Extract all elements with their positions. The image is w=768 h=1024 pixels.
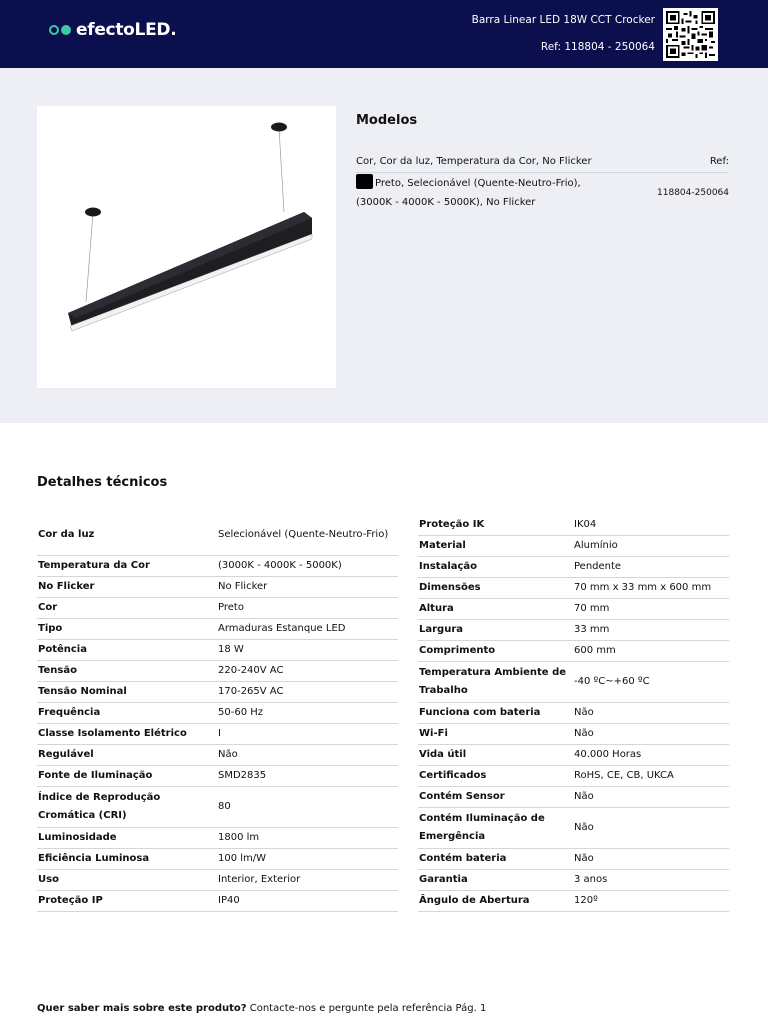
spec-row	[418, 808, 729, 849]
spec-row	[418, 787, 729, 808]
logo-text: efectoLED.	[76, 20, 177, 40]
spec-row	[418, 662, 729, 703]
spec-row	[418, 641, 729, 662]
spec-key: Funciona com bateria	[419, 707, 541, 718]
spec-row	[418, 724, 729, 745]
spec-row	[418, 620, 729, 641]
spec-row	[37, 619, 398, 640]
spec-key: Tensão Nominal	[38, 686, 127, 697]
brand-logo[interactable]	[49, 20, 176, 40]
spec-key: Tipo	[38, 623, 63, 634]
spec-value: 100 lm/W	[218, 853, 267, 864]
spec-row	[418, 599, 729, 620]
spec-value: Não	[574, 728, 594, 739]
spec-row	[37, 661, 398, 682]
spec-value: 220-240V AC	[218, 665, 284, 676]
spec-row	[418, 870, 729, 891]
spec-value: 600 mm	[574, 645, 616, 656]
spec-key: Cor da luz	[38, 529, 95, 540]
spec-value: IP40	[218, 895, 240, 906]
spec-value: 1800 lm	[218, 832, 260, 843]
spec-value: I	[218, 728, 221, 739]
spec-value: 50-60 Hz	[218, 707, 264, 718]
spec-key: Instalação	[419, 561, 478, 572]
page-header	[0, 0, 768, 68]
product-reference: Ref: 118804 - 250064	[540, 41, 655, 53]
models-heading: Modelos	[356, 113, 418, 128]
spec-value: Pendente	[574, 561, 622, 572]
spec-value: Não	[574, 791, 594, 802]
spec-value: 40.000 Horas	[574, 749, 642, 760]
spec-key: Largura	[419, 624, 464, 635]
logo-dot-icon	[61, 25, 71, 35]
spec-key: Temperatura Ambiente de Trabalho	[419, 667, 567, 696]
spec-row	[37, 745, 398, 766]
spec-key: Temperatura da Cor	[38, 560, 150, 571]
models-ref-label: Ref:	[709, 156, 729, 167]
spec-value: 3 anos	[574, 874, 608, 885]
spec-key: Garantia	[419, 874, 468, 885]
spec-key: Classe Isolamento Elétrico	[38, 728, 187, 739]
model-description-line2: (3000K - 4000K - 5000K), No Flicker	[356, 197, 536, 208]
spec-key: Altura	[419, 603, 454, 614]
spec-key: Contém Iluminação de Emergência	[419, 813, 545, 842]
spec-row	[418, 578, 729, 599]
spec-value: 33 mm	[574, 624, 610, 635]
spec-key: Ângulo de Abertura	[419, 895, 530, 906]
model-description-line1: Preto, Selecionável (Quente-Neutro-Frio),	[375, 178, 581, 189]
color-swatch	[356, 174, 373, 189]
spec-key: Contém bateria	[419, 853, 507, 864]
spec-value: IK04	[574, 519, 597, 530]
spec-key: Material	[419, 540, 466, 551]
spec-key: Cor	[38, 602, 58, 613]
spec-value: 70 mm x 33 mm x 600 mm	[574, 582, 712, 593]
spec-key: Proteção IP	[38, 895, 103, 906]
spec-value: (3000K - 4000K - 5000K)	[218, 560, 342, 571]
spec-row	[37, 682, 398, 703]
spec-key: Wi-Fi	[419, 728, 448, 739]
models-columns-label: Cor, Cor da luz, Temperatura da Cor, No Flicker	[356, 156, 592, 167]
spec-row	[37, 703, 398, 724]
spec-row	[418, 536, 729, 557]
spec-key: Certificados	[419, 770, 487, 781]
spec-key: Eficiência Luminosa	[38, 853, 150, 864]
spec-value: Não	[574, 853, 594, 864]
spec-row	[37, 640, 398, 661]
spec-value: Selecionável (Quente-Neutro-Frio)	[218, 529, 389, 540]
spec-row	[418, 515, 729, 536]
footer-question: Quer saber mais sobre este produto?	[37, 1003, 247, 1014]
spec-value: Não	[574, 707, 594, 718]
spec-table-left	[37, 515, 398, 912]
spec-table-right	[418, 515, 729, 912]
spec-row	[418, 766, 729, 787]
spec-key: Uso	[38, 874, 59, 885]
spec-key: Luminosidade	[38, 832, 117, 843]
spec-row	[37, 598, 398, 619]
spec-key: Frequência	[38, 707, 101, 718]
spec-row	[37, 849, 398, 870]
spec-value: Interior, Exterior	[218, 874, 301, 885]
spec-value: 120º	[574, 895, 598, 906]
page-footer	[37, 1003, 486, 1014]
logo-ring-icon	[49, 25, 59, 35]
spec-value: Não	[574, 822, 594, 833]
qr-code-icon[interactable]	[663, 8, 718, 61]
spec-value: 70 mm	[574, 603, 610, 614]
spec-key: Regulável	[38, 749, 94, 760]
spec-value: 18 W	[218, 644, 244, 655]
spec-key: No Flicker	[38, 581, 95, 592]
spec-value: Armaduras Estanque LED	[218, 623, 346, 634]
spec-row	[37, 828, 398, 849]
models-table-header	[356, 155, 729, 173]
spec-key: Contém Sensor	[419, 791, 505, 802]
spec-value: RoHS, CE, CB, UKCA	[574, 770, 674, 781]
spec-row	[37, 766, 398, 787]
spec-value: Alumínio	[574, 540, 618, 551]
spec-value: No Flicker	[218, 581, 268, 592]
spec-value: 80	[218, 801, 231, 812]
technical-details-heading: Detalhes técnicos	[37, 475, 168, 490]
spec-key: Índice de Reprodução Cromática (CRI)	[38, 792, 161, 821]
footer-text: Contacte-nos e pergunte pela referência Pág. 1	[246, 1003, 487, 1014]
spec-key: Proteção IK	[419, 519, 485, 530]
model-reference: 118804-250064	[657, 188, 729, 198]
spec-row	[37, 724, 398, 745]
spec-key: Tensão	[38, 665, 77, 676]
spec-row	[37, 556, 398, 577]
product-title: Barra Linear LED 18W CCT Crocker	[471, 14, 655, 26]
spec-key: Comprimento	[419, 645, 496, 656]
spec-row	[37, 787, 398, 828]
spec-key: Dimensões	[419, 582, 481, 593]
spec-key: Potência	[38, 644, 87, 655]
spec-row	[418, 703, 729, 724]
spec-row	[37, 577, 398, 598]
spec-row	[418, 849, 729, 870]
spec-row	[418, 891, 729, 912]
product-image	[37, 106, 336, 388]
spec-key: Vida útil	[419, 749, 467, 760]
spec-row	[37, 515, 398, 556]
spec-value: -40 ºC~+60 ºC	[574, 676, 650, 687]
spec-value: SMD2835	[218, 770, 267, 781]
spec-row	[37, 891, 398, 912]
spec-row	[418, 745, 729, 766]
spec-row	[37, 870, 398, 891]
spec-value: 170-265V AC	[218, 686, 284, 697]
spec-row	[418, 557, 729, 578]
spec-key: Fonte de Iluminação	[38, 770, 153, 781]
spec-value: Não	[218, 749, 238, 760]
spec-value: Preto	[218, 602, 244, 613]
